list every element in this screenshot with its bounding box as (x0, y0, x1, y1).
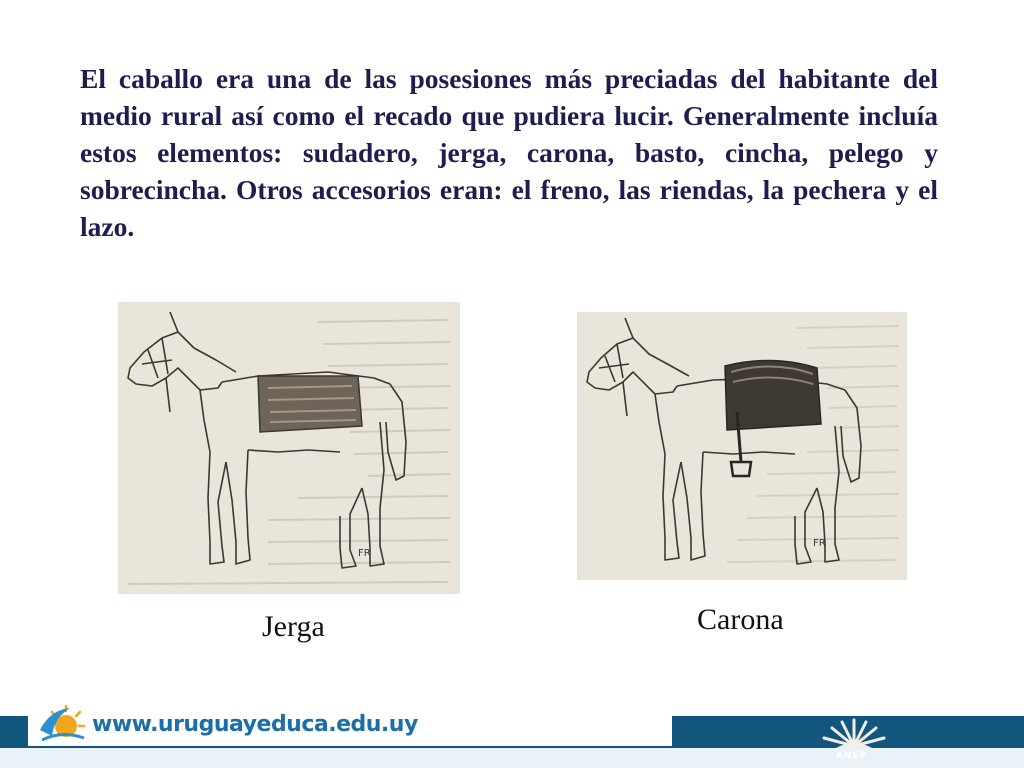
body-paragraph: El caballo era una de las posesiones más preciadas del habitante del medio rural así como el recado que pudiera lucir. Generalmente incluía estos elementos: sudadero, jerga, carona, basto, cincha, pelego y sobrecincha. Otros accesorios eran: el freno, las riendas, la pechera y el lazo. (80, 63, 938, 242)
artist-signature: FR (813, 538, 826, 549)
sun-wave-icon (36, 700, 88, 744)
artist-signature: FR (358, 548, 371, 559)
stirrup (731, 462, 751, 476)
sun-rays-icon (812, 716, 896, 754)
caption-jerga: Jerga (262, 610, 325, 643)
caption-carona: Carona (697, 603, 784, 636)
horse-carona-drawing (577, 312, 907, 580)
jerga-blanket (258, 376, 362, 432)
horse-jerga-drawing (118, 302, 460, 594)
website-link[interactable]: www.uruguayeduca.edu.uy (92, 712, 418, 737)
carona-illustration (577, 312, 907, 580)
agency-label: ANEP (836, 751, 868, 761)
jerga-illustration (118, 302, 460, 594)
